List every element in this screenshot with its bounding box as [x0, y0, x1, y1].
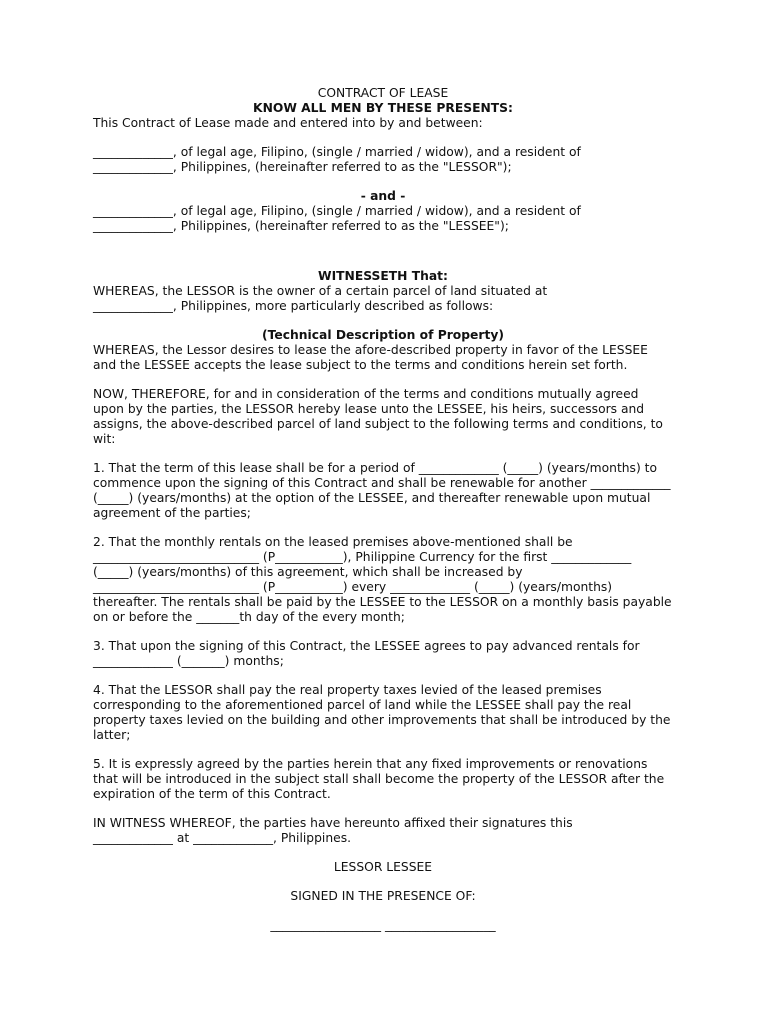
- now-therefore-paragraph: NOW, THEREFORE, for and in consideration of the terms and conditions mutually agreed upon by the parties, the LESSOR hereby lease unto the LESSEE, his heirs, successors and assigns, the above-described parcel of land subject to the following terms and conditions, to wit:: [93, 387, 663, 446]
- clause-4: 4. That the LESSOR shall pay the real property taxes levied of the leased premises corresponding to the aforementioned parcel of land while the LESSEE shall pay the real property taxes levied on the building and other improvements that shall be introduced by the latter;: [93, 683, 671, 742]
- intro-paragraph: This Contract of Lease made and entered into by and between:: [93, 116, 483, 130]
- signed-in-presence-heading: SIGNED IN THE PRESENCE OF:: [290, 889, 476, 903]
- lessee-line-1: _____________, of legal age, Filipino, (single / married / widow), and a resident of: [93, 204, 581, 218]
- witnesseth-heading: WITNESSETH That:: [318, 269, 448, 283]
- lessee-line-2: _____________, Philippines, (hereinafter referred to as the "LESSEE");: [93, 219, 509, 233]
- document-title: CONTRACT OF LEASE: [317, 86, 449, 100]
- signatories-labels: LESSOR LESSEE: [333, 860, 433, 874]
- in-witness-line-1: IN WITNESS WHEREOF, the parties have hereunto affixed their signatures this: [93, 816, 573, 830]
- clause-1: 1. That the term of this lease shall be for a period of _____________ (_____) (years/months) to commence upon the signing of this Contract and shall be renewable for another _____________ (_____) (years/months) at the option of the LESSEE, and thereafter renewable upon mutual agreement of the parties;: [93, 461, 671, 520]
- clause-5: 5. It is expressly agreed by the parties herein that any fixed improvements or renovations that will be introduced in the subject stall shall become the property of the LESSOR after the expiration of the term of this Contract.: [93, 757, 665, 801]
- whereas-2-paragraph: WHEREAS, the Lessor desires to lease the afore-described property in favor of the LESSEE and the LESSEE accepts the lease subject to the terms and conditions herein set forth.: [93, 343, 648, 372]
- and-separator: - and -: [360, 189, 406, 203]
- lessor-line-1: _____________, of legal age, Filipino, (single / married / widow), and a resident of: [93, 145, 581, 159]
- lessor-line-2: _____________, Philippines, (hereinafter referred to as the "LESSOR");: [93, 160, 512, 174]
- in-witness-line-2: _____________ at _____________, Philippines.: [93, 831, 352, 845]
- contract-document: [93, 86, 673, 933]
- clause-3: 3. That upon the signing of this Contract, the LESSEE agrees to pay advanced rentals for _____________ (_______) months;: [93, 639, 640, 668]
- clause-2: 2. That the monthly rentals on the leased premises above-mentioned shall be ___________________________ (P___________), Philippine Currency for the first _____________ (_____) (years/months) of this agreement, which shall be increased by ___________________________ (P___________) every _____________ (_____) (years/months) thereafter. The rentals shall be paid by the LESSEE to the LESSOR on a monthly basis payable on or before the _______th day of the every month;: [93, 535, 672, 624]
- whereas-1-line-1: WHEREAS, the LESSOR is the owner of a certain parcel of land situated at: [93, 284, 548, 298]
- witness-signature-lines: __________________ __________________: [270, 918, 496, 932]
- whereas-1-line-2: _____________, Philippines, more particularly described as follows:: [93, 299, 494, 313]
- document-subtitle: KNOW ALL MEN BY THESE PRESENTS:: [253, 101, 513, 115]
- technical-description-heading: (Technical Description of Property): [262, 328, 504, 342]
